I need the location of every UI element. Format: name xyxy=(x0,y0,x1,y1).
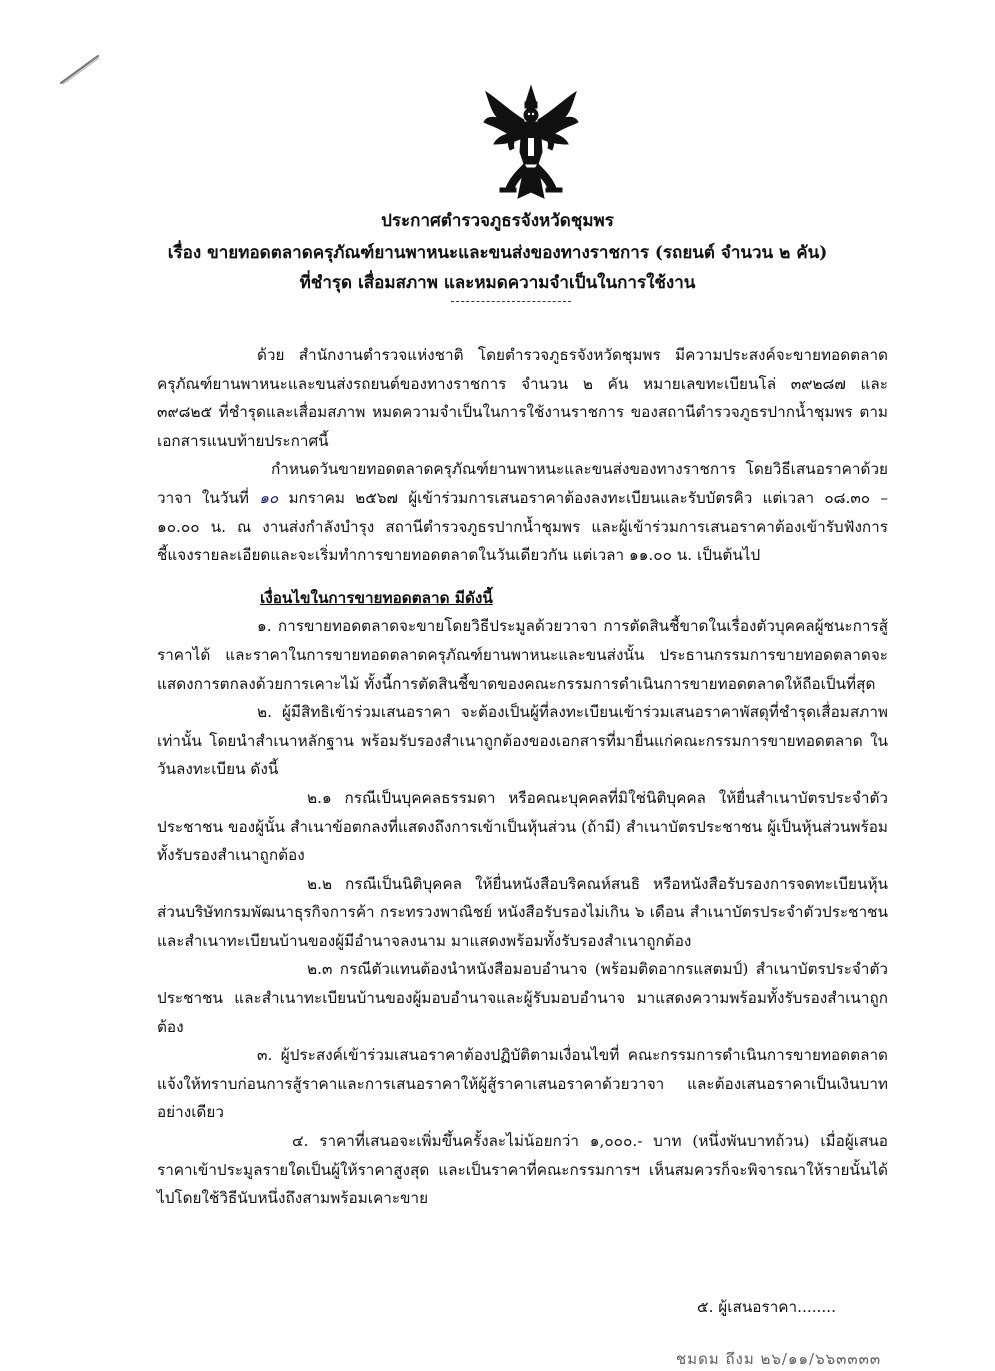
condition-2-1: ๒.๑ กรณีเป็นบุคคลธรรมดา หรือคณะบุคคลที่มิใช่นิติบุคคล ให้ยื่นสำเนาบัตรประจำตัวประชาชน ของผู้นั้น สำเนาข้อตกลงที่แสดงถึงการเข้าเป็นหุ้นส่วน (ถ้ามี) สำเนาบัตรประชาชน ผู้เป็นหุ้นส่วนพร้อมทั้งรับรองสำเนาถูกต้อง xyxy=(157,788,888,865)
garuda-emblem-icon xyxy=(480,82,582,202)
condition-2: ๒. ผู้มีสิทธิเข้าร่วมเสนอราคา จะต้องเป็นผู้ที่ลงทะเบียนเข้าร่วมเสนอราคาพัสดุที่ชำรุดเสื่อมสภาพเท่านั้น โดยนำสำเนาหลักฐาน พร้อมรับรองสำเนาถูกต้องของเอกสารที่มายื่นแก่คณะกรรมการขายทอดตลาด ในวันลงทะเบียน ดังนี้ xyxy=(157,703,888,779)
header-divider xyxy=(451,301,571,302)
intro-paragraph: ด้วย สำนักงานตำรวจแห่งชาติ โดยตำรวจภูธรจังหวัดชุมพร มีความประสงค์จะขายทอดตลาดครุภัณฑ์ยานพาหนะและขนส่งรถยนต์ของทางราชการ จำนวน ๒ คัน หมายเลขทะเบียนโล่ ๓๙๒๘๗ และ ๓๙๘๒๕ ที่ชำรุดและเสื่อมสภาพ หมดความจำเป็นในการใช้งานราชการ ของสถานีตำรวจภูธรปากน้ำชุมพร ตามเอกสารแนบท้ายประกาศนี้ xyxy=(157,346,888,450)
continuation-marker: ๕. ผู้เสนอราคา........ xyxy=(697,1298,837,1316)
condition-1: ๑. การขายทอดตลาดจะขายโดยวิธีประมูลด้วยวาจา การตัดสินชี้ขาดในเรื่องตัวบุคคลผู้ชนะการสู้ราคาได้ และราคาในการขายทอดตลาดครุภัณฑ์ยานพาหนะและขนส่งนั้น ประธานกรรมการขายทอดตลาดจะแสดงการตกลงด้วยการเคาะไม้ ทั้งนี้การตัดสินชี้ขาดของคณะกรรมการดำเนินการขายทอดตลาดให้ถือเป็นที่สุด xyxy=(157,617,888,693)
document-body xyxy=(157,341,888,1213)
schedule-text-after: มกราคม ๒๕๖๗ ผู้เข้าร่วมการเสนอราคาต้องลงทะเบียนและรับบัตรคิว แต่เวลา ๐๘.๓๐ – ๑๐.๐๐ น. ณ งานส่งกำลังบำรุง สถานีตำรวจภูธรปากน้ำชุมพร และผู้เข้าร่วมการเสนอราคาต้องเข้ารับฟังการชี้แจงรายละเอียดและจะเริ่มทำการขายทอดตลาดในวันเดียวกัน แต่เวลา ๑๑.๐๐ น. เป็นต้นไป xyxy=(157,488,888,565)
schedule-day-handwritten: ๑๐ xyxy=(259,488,279,507)
schedule-paragraph xyxy=(157,455,888,569)
subject-line: เรื่อง ขายทอดตลาดครุภัณฑ์ยานพาหนะและขนส่งของทางราชการ (รถยนต์ จำนวน ๒ คัน) xyxy=(167,243,828,263)
pen-stroke-mark xyxy=(58,52,102,86)
conditions-heading: เงื่อนไขในการขายทอดตลาด มีดังนี้ xyxy=(260,588,493,607)
condition-2-3: ๒.๓ กรณีตัวแทนต้องนำหนังสือมอบอำนาจ (พร้อมติดอากรแสตมป์) สำเนาบัตรประจำตัวประชาชน และสำเนาทะเบียนบ้านของผู้มอบอำนาจและผู้รับมอบอำนาจ มาแสดงความพร้อมทั้งรับรองสำเนาถูกต้อง xyxy=(157,960,888,1036)
condition-2-2: ๒.๒ กรณีเป็นนิติบุคคล ให้ยื่นหนังสือบริคณห์สนธิ หรือหนังสือรับรองการจดทะเบียนหุ้นส่วนบริษัทกรมพัฒนาธุรกิจการค้า กระทรวงพาณิชย์ หนังสือรับรองไม่เกิน ๖ เดือน สำเนาบัตรประจำตัวประชาชน และสำเนาทะเบียนบ้านของผู้มีอำนาจลงนาม มาแสดงพร้อมทั้งรับรองสำเนาถูกต้อง xyxy=(157,874,888,950)
schedule-text-before: กำหนดวันขายทอดตลาดครุภัณฑ์ยานพาหนะและขนส่งของทางราชการ โดยวิธีเสนอราคาด้วยวาจา ในวันที่ xyxy=(157,460,888,507)
subject-line-continued: ที่ชำรุด เสื่อมสภาพ และหมดความจำเป็นในการใช้งาน xyxy=(299,273,696,293)
condition-4: ๔. ราคาที่เสนอจะเพิ่มขึ้นครั้งละไม่น้อยกว่า ๑,๐๐๐.- บาท (หนึ่งพันบาทถ้วน) เมื่อผู้เสนอราคาเข้าประมูลรายใดเป็นผู้ให้ราคาสูงสุด และเป็นราคาที่คณะกรรมการฯ เห็นสมควรก็จะพิจารณาให้รายนั้นได้ไปโดยใช้วิธีนับหนึ่งถึงสามพร้อมเคาะขาย xyxy=(157,1132,888,1208)
announcement-title: ประกาศตำรวจภูธรจังหวัดชุมพร xyxy=(381,211,614,231)
cut-off-footer-text: ชมดม ถึงม ๒๖/๑๑/๖๖๓๓๓๓ xyxy=(676,1350,882,1368)
condition-3: ๓. ผู้ประสงค์เข้าร่วมเสนอราคาต้องปฏิบัติตามเงื่อนไขที่ คณะกรรมการดำเนินการขายทอดตลาด แจ้งให้ทราบก่อนการสู้ราคาและการเสนอราคาให้ผู้สู้ราคาเสนอราคาด้วยวาจา และต้องเสนอราคาเป็นเงินบาทอย่างเดียว xyxy=(157,1046,888,1122)
